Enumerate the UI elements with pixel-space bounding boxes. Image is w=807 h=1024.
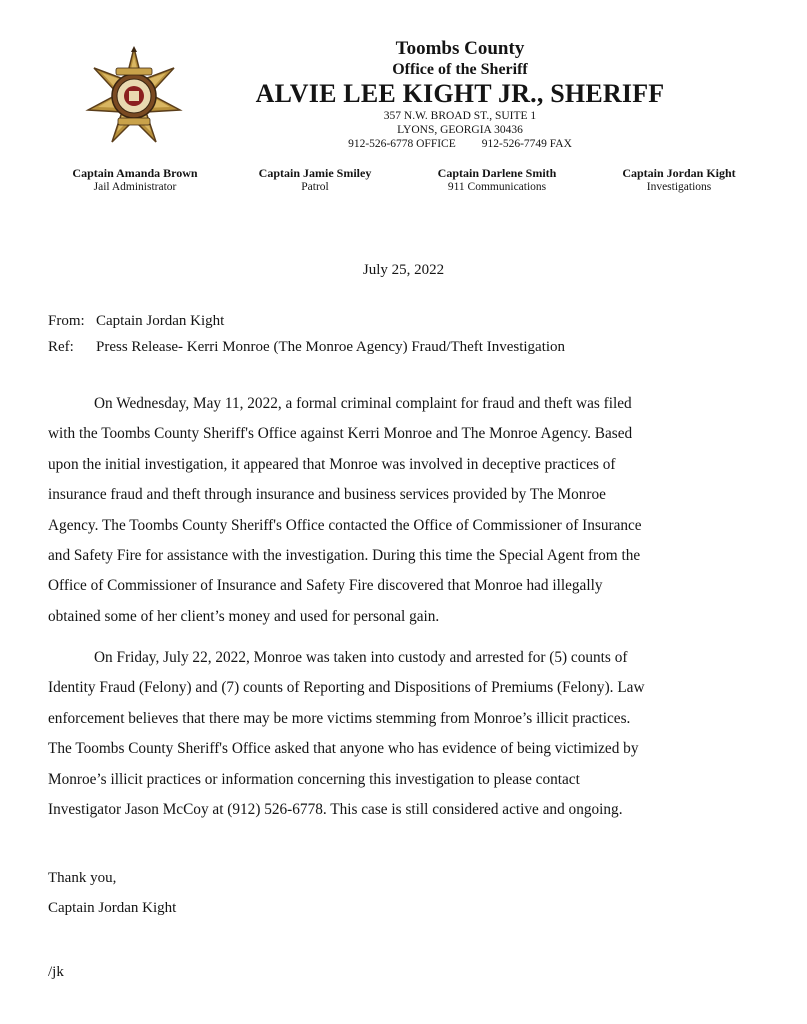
letterhead (180, 38, 740, 151)
captain-role: Investigations (646, 181, 712, 193)
paragraph-line: Investigator Jason McCoy at (912) 526-6778. This case is still considered active and ongoing. (48, 801, 623, 819)
sheriff-badge-icon (84, 46, 184, 144)
paragraph-line: The Toombs County Sheriff's Office asked that anyone who has evidence of being victimized by (48, 740, 639, 758)
paragraph-line: Identity Fraud (Felony) and (7) counts of Reporting and Dispositions of Premiums (Felony). Law (48, 679, 645, 697)
ref-line (48, 339, 565, 356)
letter-date: July 25, 2022 (362, 262, 445, 278)
paragraph-line: On Friday, July 22, 2022, Monroe was taken into custody and arrested for (5) counts of (94, 649, 628, 666)
captain-entry (230, 166, 400, 194)
captain-entry (50, 166, 220, 194)
from-label: From: (48, 313, 85, 329)
paragraph-line: Office of Commissioner of Insurance and Safety Fire discovered that Monroe had illegally (48, 577, 603, 595)
captain-role: Patrol (301, 181, 329, 193)
initials: /jk (48, 964, 64, 980)
office-name: Office of the Sheriff (392, 61, 528, 78)
captain-entry (594, 166, 764, 194)
office-phone: 912-526-6778 OFFICE (348, 138, 456, 150)
paragraph-line: and Safety Fire for assistance with the investigation. During this time the Special Agent from the (48, 547, 641, 565)
ref-label: Ref: (48, 339, 74, 355)
closing-block (48, 863, 176, 923)
signature-name: Captain Jordan Kight (48, 900, 177, 916)
paragraph-2 (48, 643, 768, 825)
phone-line (180, 137, 740, 151)
paragraph-line: On Wednesday, May 11, 2022, a formal criminal complaint for fraud and theft was filed (94, 395, 632, 412)
captain-name: Captain Darlene Smith (437, 166, 557, 180)
captains-row (40, 166, 780, 196)
captain-name: Captain Jordan Kight (622, 166, 736, 180)
paragraph-1 (48, 389, 768, 632)
from-value: Captain Jordan Kight (96, 313, 225, 329)
paragraph-line: with the Toombs County Sheriff's Office against Kerri Monroe and The Monroe Agency. Based (48, 425, 633, 443)
paragraph-line: Agency. The Toombs County Sheriff's Office contacted the Office of Commissioner of Insurance (48, 516, 642, 534)
address-line-2: LYONS, GEORGIA 30436 (397, 124, 523, 136)
paragraph-line: obtained some of her client’s money and used for personal gain. (48, 607, 440, 625)
paragraph-line: upon the initial investigation, it appeared that Monroe was involved in deceptive practices of (48, 455, 616, 473)
paragraph-line: insurance fraud and theft through insurance and business services provided by The Monroe (48, 486, 606, 504)
paragraph-line: Monroe’s illicit practices or information concerning this investigation to please contact (48, 770, 580, 788)
address-line-1: 357 N.W. BROAD ST., SUITE 1 (383, 110, 537, 122)
closing-text: Thank you, (48, 870, 117, 886)
captain-role: 911 Communications (447, 181, 547, 193)
captain-name: Captain Jamie Smiley (258, 166, 372, 180)
captain-name: Captain Amanda Brown (72, 166, 198, 180)
captain-role: Jail Administrator (93, 181, 177, 193)
county-name: Toombs County (395, 38, 525, 59)
sheriff-name: ALVIE LEE KIGHT JR., SHERIFF (255, 79, 665, 108)
from-line (48, 313, 224, 330)
captain-entry (412, 166, 582, 194)
ref-value: Press Release- Kerri Monroe (The Monroe Agency) Fraud/Theft Investigation (96, 339, 566, 355)
fax-number: 912-526-7749 FAX (481, 138, 572, 150)
paragraph-line: enforcement believes that there may be more victims stemming from Monroe’s illicit practices. (48, 709, 631, 727)
